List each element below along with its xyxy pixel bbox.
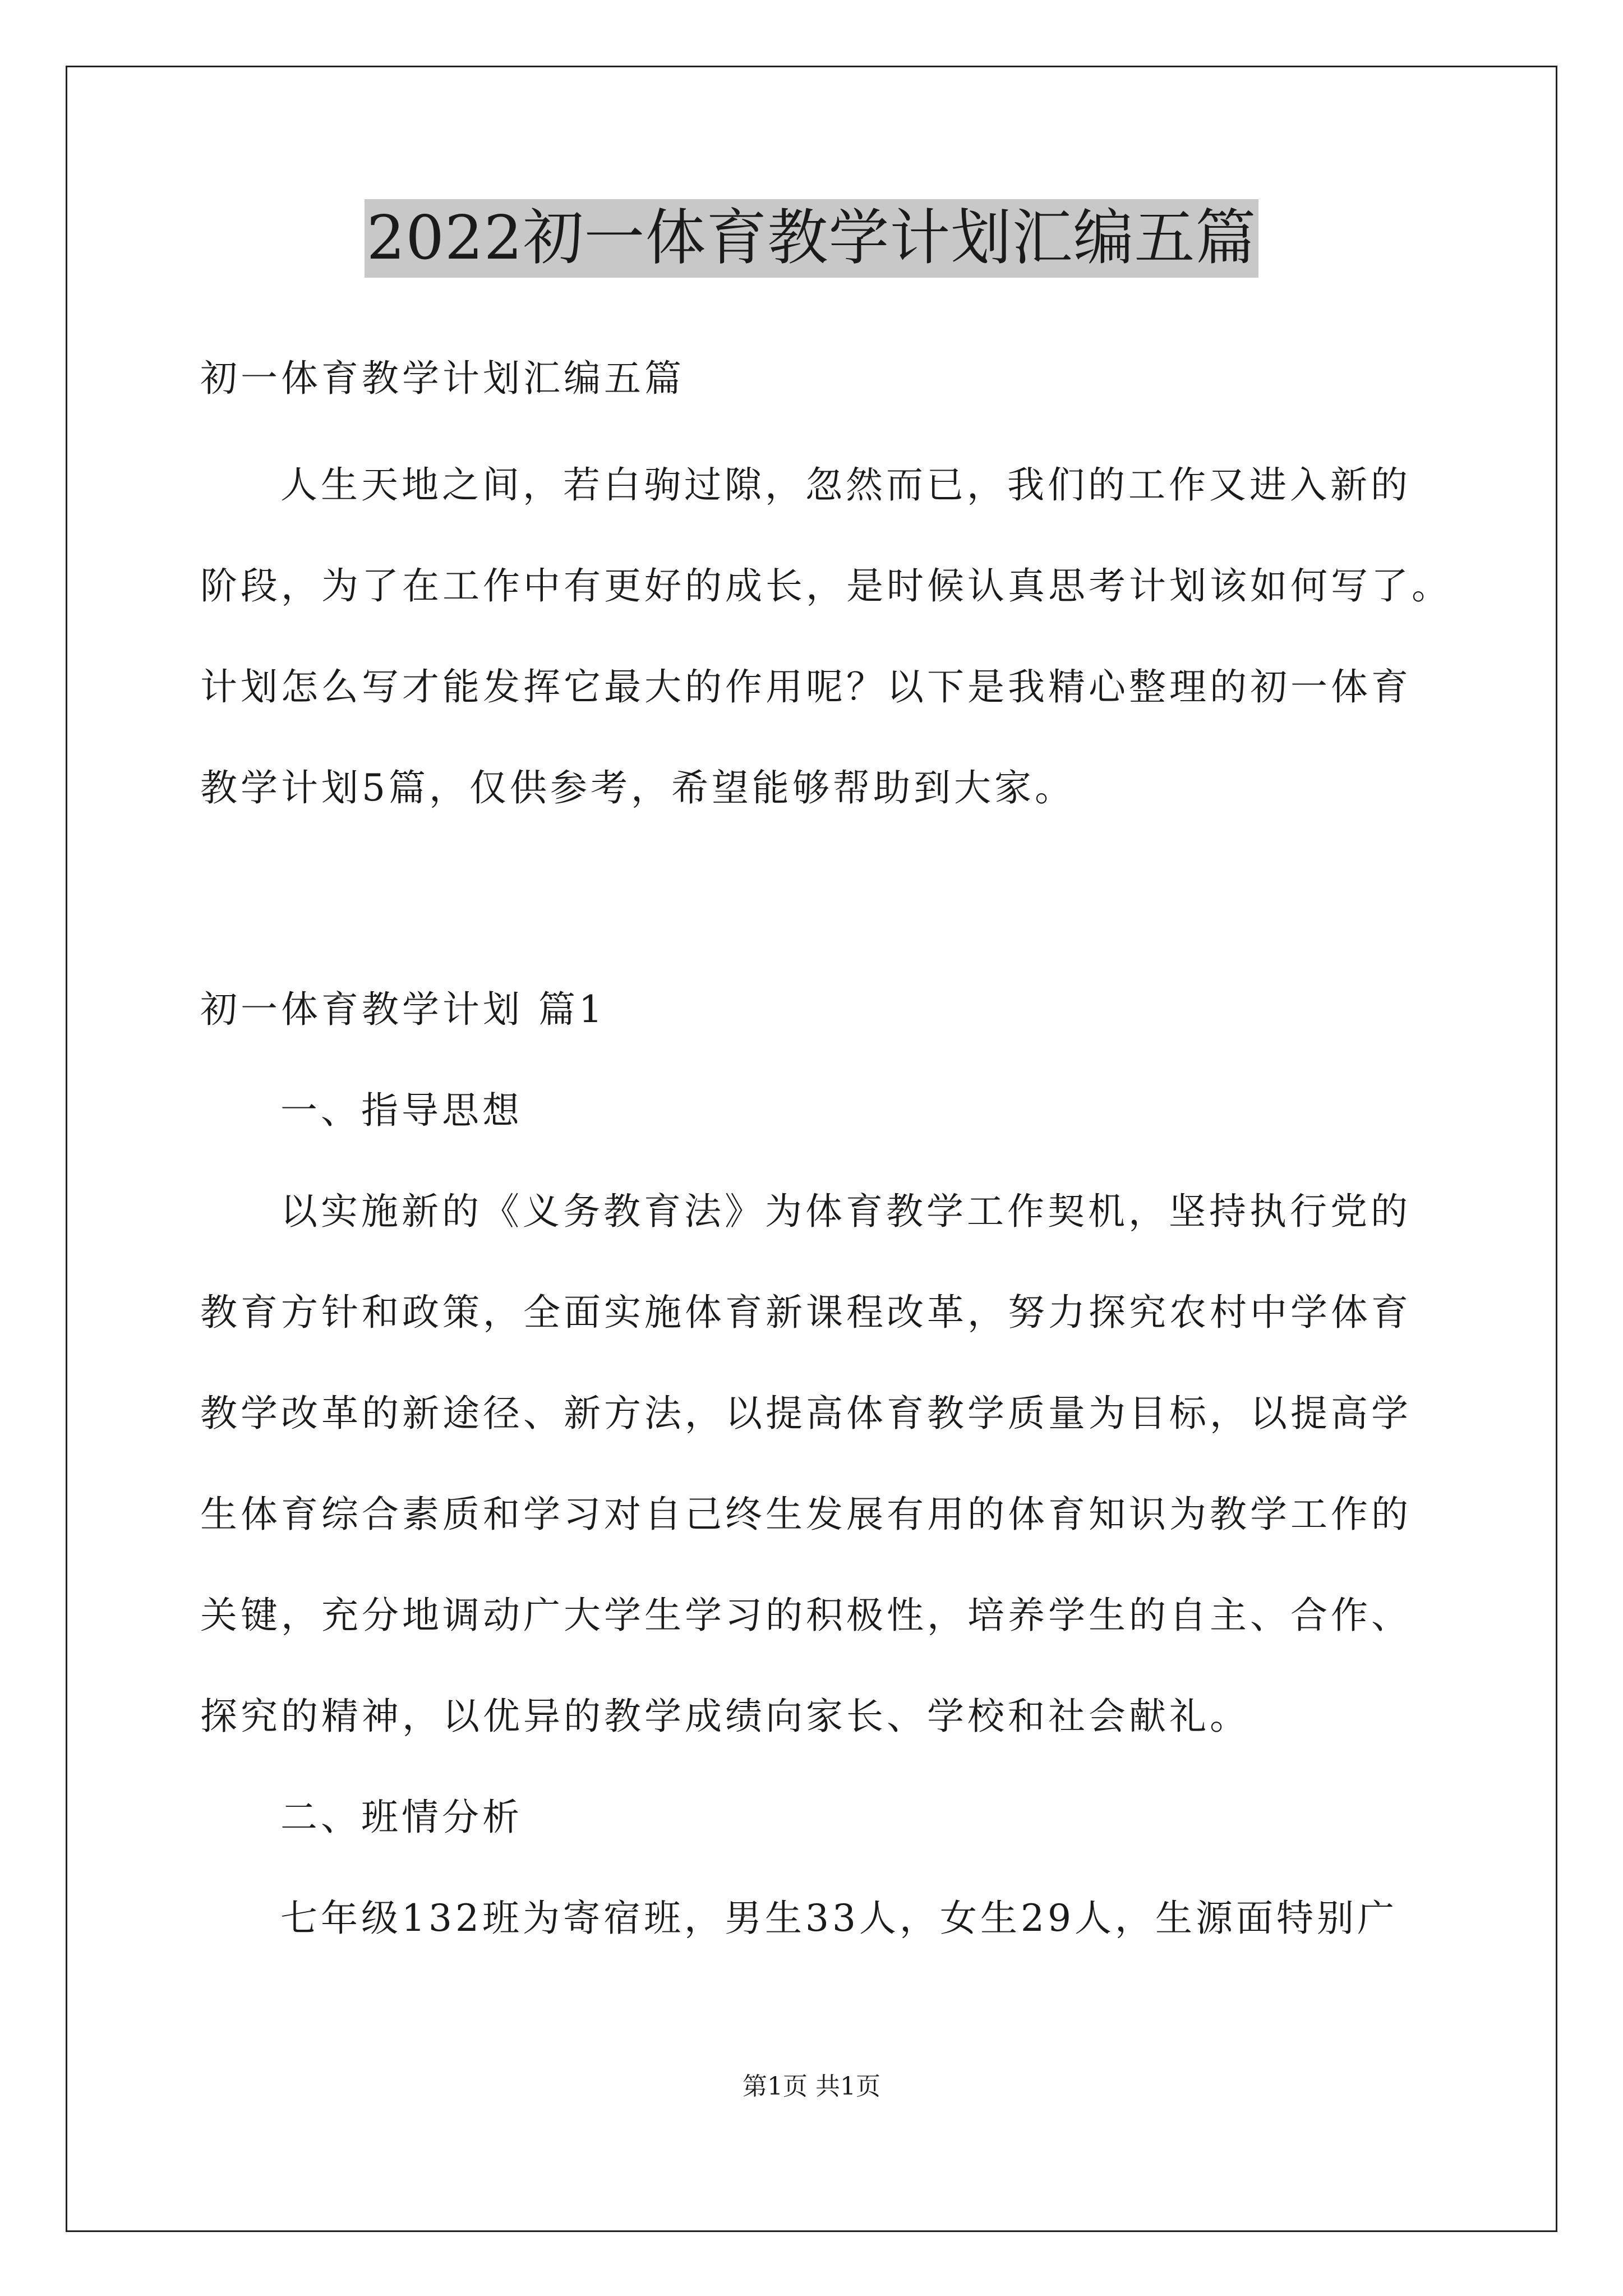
paragraph-line: 教学计划5篇，仅供参考，希望能够帮助到大家。 <box>200 766 1075 809</box>
subtitle-line: 初一体育教学计划汇编五篇 <box>200 357 685 400</box>
paragraph-line: 计划怎么写才能发挥它最大的作用呢？以下是我精心整理的初一体育 <box>200 665 1412 708</box>
title-container <box>0 199 1623 278</box>
paragraph-line: 七年级132班为寄宿班，男生33人，女生29人，生源面特别广 <box>280 1897 1398 1940</box>
page-footer: 第1页 共1页 <box>743 2072 880 2101</box>
paragraph-line: 探究的精神，以优异的教学成绩向家长、学校和社会献礼。 <box>200 1695 1250 1738</box>
subsection-heading: 二、班情分析 <box>280 1796 523 1839</box>
section-heading: 初一体育教学计划 篇1 <box>200 988 606 1031</box>
subsection-heading: 一、指导思想 <box>280 1089 523 1132</box>
paragraph-line: 人生天地之间，若白驹过隙，忽然而已，我们的工作又进入新的 <box>280 463 1411 507</box>
paragraph-line: 教学改革的新途径、新方法，以提高体育教学质量为目标，以提高学 <box>200 1392 1412 1435</box>
document-title: 2022初一体育教学计划汇编五篇 <box>365 199 1259 278</box>
paragraph-line: 关键，充分地调动广大学生学习的积极性，培养学生的自主、合作、 <box>200 1594 1412 1637</box>
paragraph-line: 生体育综合素质和学习对自己终生发展有用的体育知识为教学工作的 <box>200 1493 1412 1536</box>
paragraph-line: 以实施新的《义务教育法》为体育教学工作契机，坚持执行党的 <box>280 1190 1411 1233</box>
paragraph-line: 阶段，为了在工作中有更好的成长，是时候认真思考计划该如何写了。 <box>200 564 1452 608</box>
paragraph-line: 教育方针和政策，全面实施体育新课程改革，努力探究农村中学体育 <box>200 1291 1412 1334</box>
